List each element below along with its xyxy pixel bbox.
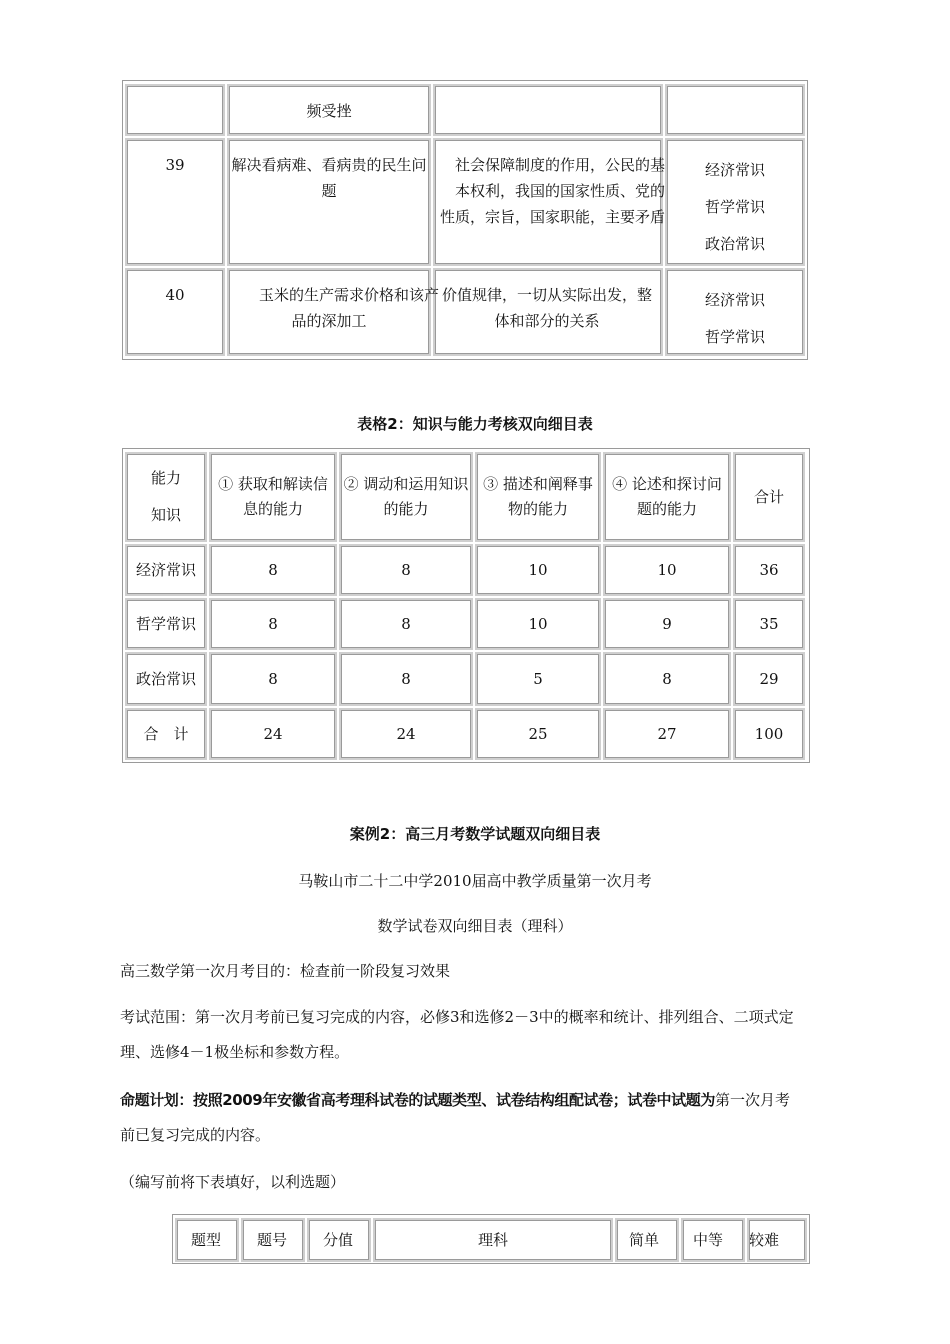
table-cell: 5 [475,652,601,706]
header-line: ④ 论述和探讨问 [612,475,722,493]
header-line: 的能力 [383,500,429,518]
column-header [209,452,337,542]
table-cell: 29 [733,652,805,706]
table-cell: 10 [475,544,601,596]
knowledge-line: 性质，宗旨，国家职能，主要矛盾 [439,208,665,226]
question-breakdown-table [172,1214,810,1264]
header-line: 题的能力 [636,500,697,518]
case2-heading: 案例2：高三月考数学试题双向细目表 [349,825,601,843]
topic-line: 品的深加工 [291,312,367,330]
table2-title: 表格2：知识与能力考核双向细目表 [357,415,593,433]
school-line: 马鞍山市二十二中学2010届高中教学质量第一次月考 [298,872,652,890]
knowledge-line: 本权利，我国的国家性质、党的 [454,182,665,200]
subject-line: 哲学常识 [704,198,765,216]
knowledge-line: 体和部分的关系 [494,312,600,330]
column-header: 简单 [615,1218,679,1262]
knowledge-line: 价值规律，一切从实际出发，整 [441,286,652,304]
header-line: 息的能力 [242,500,303,518]
paper-title: 数学试卷双向细目表（理科） [377,917,573,935]
topic-line: 玉米的生产需求价格和该产 [258,286,439,304]
table-cell: 27 [603,708,731,760]
table-cell: 8 [339,652,473,706]
table-cell: 8 [603,652,731,706]
table-cell [433,84,663,136]
header-line: ③ 描述和阐释事 [483,475,593,493]
topic-text [219,282,439,334]
row-label: 合 计 [125,708,207,760]
table-cell: 8 [209,598,337,650]
exam-topics-table [122,80,808,360]
table-cell: 25 [475,708,601,760]
plan-line [120,1083,860,1118]
column-header: 题号 [241,1218,305,1262]
column-header [475,452,601,542]
subject-line: 政治常识 [704,235,765,253]
table-cell: 10 [475,598,601,650]
plan-line: 前已复习完成的内容。 [120,1126,271,1144]
table-cell: 8 [209,652,337,706]
table-cell [665,84,805,136]
column-header [603,452,731,542]
knowledge-ability-table [122,448,810,763]
topic-text [219,152,439,204]
exam-purpose: 高三数学第一次月考目的：检查前一阶段复习效果 [120,962,451,980]
column-header: 较难 [747,1218,807,1262]
table-cell: 8 [209,544,337,596]
subject-line: 经济常识 [704,161,765,179]
corner-top-label: 能力 [150,469,181,487]
column-header [339,452,473,542]
plan-bold-text: 命题计划：按照2009年安徽省高考理科试卷的试题类型、试卷结构组配试卷；试卷中试题为 [120,1091,715,1109]
table-cell: 8 [339,598,473,650]
header-line: ② 调动和运用知识 [343,475,469,493]
fill-note: （编写前将下表填好，以利选题） [120,1173,346,1191]
subject-line: 哲学常识 [704,328,765,346]
table-cell: 24 [339,708,473,760]
subjects-text [665,152,805,263]
knowledge-text [429,152,665,230]
column-header: 中等 [681,1218,745,1262]
total-column-header: 合计 [733,452,805,542]
row-label: 哲学常识 [125,598,207,650]
table-cell: 10 [603,544,731,596]
topic-line: 解决看病难、看病贵的民生问 [231,156,427,174]
scope-line: 理、选修4－1极坐标和参数方程。 [120,1043,350,1061]
table-cell: 36 [733,544,805,596]
table-cell [125,84,225,136]
table-cell: 9 [603,598,731,650]
header-line: ① 获取和解读信 [218,475,328,493]
column-header: 题型 [175,1218,239,1262]
topic-text: 频受挫 [306,102,352,120]
subject-line: 经济常识 [704,291,765,309]
plan-rest-text: 第一次月考 [714,1091,790,1109]
header-line: 物的能力 [507,500,568,518]
table-cell: 100 [733,708,805,760]
knowledge-text [429,282,665,334]
question-number: 40 [165,286,185,304]
corner-bottom-label: 知识 [150,506,181,524]
table-cell: 35 [733,598,805,650]
corner-header [125,452,207,542]
exam-plan [120,1083,860,1153]
table-cell: 8 [339,544,473,596]
exam-scope [120,1000,860,1070]
topic-line: 题 [321,182,337,200]
knowledge-line: 社会保障制度的作用，公民的基 [454,156,665,174]
column-header: 分值 [307,1218,371,1262]
row-label: 政治常识 [125,652,207,706]
scope-line: 考试范围：第一次月考前已复习完成的内容，必修3和选修2－3中的概率和统计、排列组合、二项式定 [120,1008,794,1026]
column-header: 理科 [373,1218,613,1262]
subjects-text [665,282,805,356]
table-cell: 24 [209,708,337,760]
question-number: 39 [165,156,185,174]
row-label: 经济常识 [125,544,207,596]
